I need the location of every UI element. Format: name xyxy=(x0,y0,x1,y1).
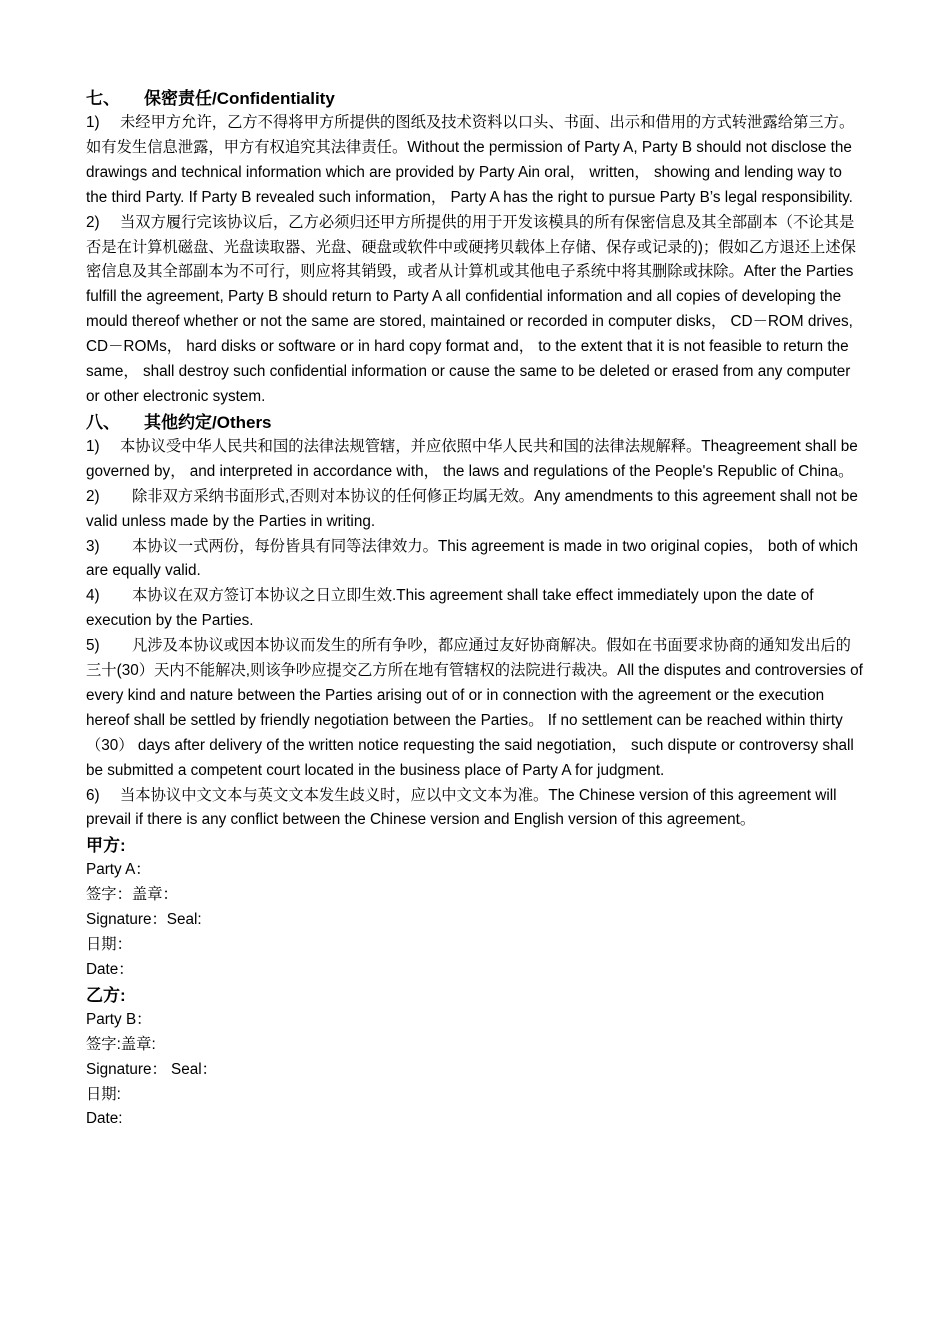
clause-text: 除非双方采纳书面形式,否则对本协议的任何修正均属无效。Any amendments to this agreement shall not be valid unless made by the Parties in writing. xyxy=(86,487,858,530)
clause-text: 凡涉及本协议或因本协议而发生的所有争吵，都应通过友好协商解决。假如在书面要求协商的通知发出后的三十(30）天内不能解决,则该争吵应提交乙方所在地有管辖权的法院进行裁决。All the disputes and controversies of every kind and nature between the Parties arising out of or in connection with the agreement or the execution hereof shall be settled by friendly negotiation between the Parties。 If no settlement can be reached within thirty（30） days after delivery of the written notice requesting the said negotiation， such dispute or controversy shall be submitted a competent court located in the business place of Party A for judgment. xyxy=(86,637,863,779)
section-8-number: 八、 xyxy=(86,412,120,432)
section-8-heading xyxy=(86,410,866,435)
party-b-name-label: Party B： xyxy=(86,1010,152,1028)
party-a-heading: 甲方: xyxy=(86,836,126,856)
clause-index: 3) xyxy=(86,537,100,555)
clause-index: 2) xyxy=(86,487,100,505)
section-8-clause-2 xyxy=(86,485,866,535)
clause-index: 5) xyxy=(86,637,100,655)
party-a-date-en: Date： xyxy=(86,960,134,978)
clause-index: 1) xyxy=(86,114,100,131)
section-8-clause-5 xyxy=(86,634,866,783)
party-b-date-en: Date: xyxy=(86,1110,123,1128)
document-page xyxy=(86,86,866,1132)
clause-index: 4) xyxy=(86,587,100,605)
section-8-clause-1 xyxy=(86,435,866,485)
party-a-date-cn: 日期： xyxy=(86,936,132,954)
clause-text: 本协议受中华人民共和国的法律法规管辖，并应依照中华人民共和国的法律法规解释。Theagreement shall be governed by， and interpreted in accordance with， the laws and regulations of the People's Republic of China。 xyxy=(86,437,858,480)
clause-text: 当双方履行完该协议后，乙方必须归还甲方所提供的用于开发该模具的所有保密信息及其全部副本（不论其是否是在计算机磁盘、光盘读取器、光盘、硬盘或软件中或硬拷贝载体上存储、保存或记录的)；假如乙方退还上述保密信息及其全部副本为不可行，则应将其销毁，或者从计算机或其他电子系统中将其删除或抹除。After the Parties fulfill the agreement, Party B should return to Party A all confidential information and all copies of developing the mould thereof whether or not the same are stored, maintained or recorded in computer disks， CD－ROM drives, CD－ROMs， hard disks or software or in hard copy format and， to the extent that it is not feasible to return the same， shall destroy such confidential information or cause the same to be deleted or erased from any computer or other electronic system. xyxy=(86,213,856,405)
section-7-clause-2 xyxy=(86,211,866,410)
party-a-signature-block xyxy=(86,833,866,982)
clause-text: 当本协议中文文本与英文文本发生歧义时，应以中文文本为准。The Chinese version of this agreement will prevail if there is any conflict between the Chinese version and English version of this agreement。 xyxy=(86,786,837,829)
party-b-sign-en: Signature： Seal： xyxy=(86,1060,217,1078)
clause-text: 本协议在双方签订本协议之日立即生效.This agreement shall take effect immediately upon the date of execution by the Parties. xyxy=(86,587,814,630)
party-a-sign-cn: 签字：盖章： xyxy=(86,886,178,904)
clause-index: 6) xyxy=(86,786,100,804)
party-a-name-label: Party A： xyxy=(86,861,151,879)
party-a-sign-en: Signature：Seal: xyxy=(86,911,202,929)
section-7-heading xyxy=(86,86,866,111)
section-8-title: 其他约定/Others xyxy=(144,412,272,432)
party-b-sign-cn: 签字:盖章: xyxy=(86,1035,156,1053)
clause-text: 本协议一式两份，每份皆具有同等法律效力。This agreement is made in two original copies， both of which are equally valid. xyxy=(86,537,858,580)
party-b-signature-block xyxy=(86,983,866,1132)
section-8-clause-6 xyxy=(86,784,866,834)
section-7-title: 保密责任/Confidentiality xyxy=(144,89,335,108)
section-8-clause-3 xyxy=(86,535,866,585)
clause-index: 2) xyxy=(86,213,100,231)
clause-text: 未经甲方允许，乙方不得将甲方所提供的图纸及技术资料以口头、书面、出示和借用的方式转泄露给第三方。如有发生信息泄露，甲方有权追究其法律责任。Without the permission of Party A, Party B should not disclose the drawings and technical information which are provided by Party Ain oral， written， showing and lending way to the third Party. If Party B revealed such information， Party A has the right to pursue Party B’s legal responsibility. xyxy=(86,114,855,206)
clause-index: 1) xyxy=(86,437,100,455)
section-7-number: 七、 xyxy=(86,89,120,108)
section-8-clause-4 xyxy=(86,584,866,634)
section-7-clause-1 xyxy=(86,111,866,211)
party-b-date-cn: 日期: xyxy=(86,1085,121,1103)
party-b-heading: 乙方: xyxy=(86,985,126,1005)
